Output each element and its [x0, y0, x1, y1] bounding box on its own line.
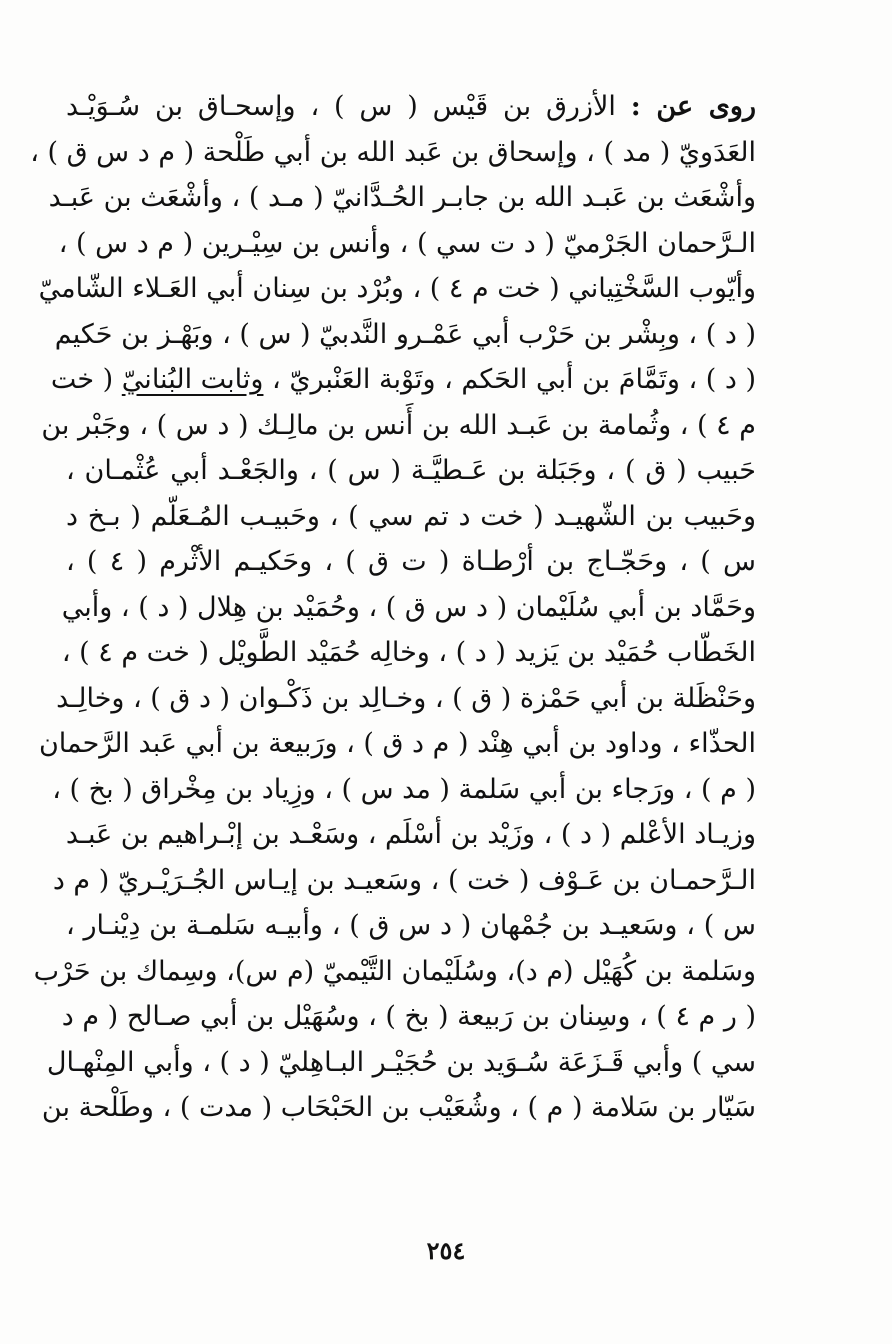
text-line-1: [66, 84, 756, 130]
text-line-22: سي ) وأبي قَـزَعَة سُـوَيد بن حُجَيْـر البـاهِليّ ( د ) ، وأبي المِنْهـال: [46, 1046, 756, 1078]
line-7-tail: ( خت: [50, 364, 122, 395]
text-line-7: [50, 357, 756, 403]
text-line-5: وأيّوب السَّخْتِياني ( خت م ٤ ) ، وبُرْد بن سِنان أبي العَـلاء الشّاميّ: [38, 273, 756, 304]
text-line-20: وسَلمة بن كُهَيْل (م د)، وسُلَيْمان التَّيْميّ (م س)، وسِماك بن حَرْب: [33, 955, 756, 987]
text-line-17: وزيـاد الأعْلم ( د ) ، وزَيْد بن أسْلَم ، وسَعْـد بن إبْـراهيم بن عَبـد: [65, 819, 756, 850]
text-line-13: الخَطّاب حُمَيْد بن يَزيد ( د ) ، وخالِه حُمَيْد الطَّويْل ( خت م ٤ ) ،: [61, 637, 756, 668]
text-line-16: ( م ) ، ورَجاء بن أبي سَلمة ( مد س ) ، وزِياد بن مِخْراق ( بخ ) ،: [52, 773, 756, 805]
text-line-3: وأشْعَث بن عَبـد الله بن جابـر الحُـدَّانيّ ( مـد ) ، وأشْعَث بن عَبـد: [48, 182, 756, 213]
text-line-9: حَبيب ( ق ) ، وجَبَلة بن عَـطيَّـة ( س ) ، والجَعْـد أبي عُثْمـان ،: [66, 455, 756, 486]
text-line-14: وحَنْظَلة بن أبي حَمْزة ( ق ) ، وخـالِد بن ذَكْـوان ( د ق ) ، وخالِـد: [56, 682, 756, 714]
text-line-15: الحذّاء ، وداود بن أبي هِنْد ( م د ق ) ، ورَبيعة بن أبي عَبد الرَّحمان: [38, 728, 756, 759]
lead-phrase: روى عن :: [630, 91, 756, 122]
underlined-name: وثابت البُنانيّ: [121, 364, 264, 395]
text-line-2: العَدَويّ ( مد ) ، وإسحاق بن عَبد الله بن أبي طَلْحة ( م د س ق ) ،: [30, 136, 756, 168]
text-line-12: وحَمَّاد بن أبي سُلَيْمان ( د س ق ) ، وحُمَيْد بن هِلال ( د ) ، وأبي: [61, 591, 756, 623]
text-line-18: الـرَّحمـان بن عَـوْف ( خت ) ، وسَعيـد بن إيـاس الجُـرَيْـريّ ( م د: [52, 864, 756, 896]
text-line-8: م ٤ ) ، وثُمامة بن عَبـد الله بن أَنس بن مالِـك ( د س ) ، وجَبْر بن: [41, 409, 756, 441]
text-line-6: ( د ) ، وبِشْر بن حَرْب أبي عَمْـرو النَّدبيّ ( س ) ، وبَهْـز بن حَكيم: [54, 318, 756, 350]
line-1-text: الأزرق بن قَيْس ( س ) ، وإسحـاق بن سُـوَيْـد: [66, 91, 616, 122]
text-line-11: س ) ، وحَجّـاج بن أرْطـاة ( ت ق ) ، وحَكيـم الأثْرم ( ٤ ) ،: [66, 546, 757, 577]
page-number: ٢٥٤: [426, 1236, 466, 1265]
text-line-19: س ) ، وسَعيـد بن جُمْهان ( د س ق ) ، وأبيـه سَلمـة بن دِيْنـار ،: [66, 910, 756, 941]
body-text: [30, 84, 757, 1131]
text-line-23: سَيّار بن سَلامة ( م ) ، وشُعَيْب بن الحَبْحَاب ( مدت ) ، وطَلْحة بن: [41, 1092, 756, 1123]
text-line-21: ( ر م ٤ ) ، وسِنان بن رَبيعة ( بخ ) ، وسُهَيْل بن أبي صـالح ( م د: [61, 1001, 756, 1032]
line-7-text: ( د ) ، وتَمَّامَ بن أبي الحَكم ، وتَوْبة العَنْبريّ ،: [263, 364, 756, 395]
text-line-10: وحَبيب بن الشّهيـد ( خت د تم سي ) ، وحَبيـب المُـعَلّم ( بـخ د: [66, 500, 756, 532]
text-line-4: الـرَّحمان الجَرْميّ ( د ت سي ) ، وأنس بن سِيْـرين ( م د س ) ،: [58, 227, 756, 259]
